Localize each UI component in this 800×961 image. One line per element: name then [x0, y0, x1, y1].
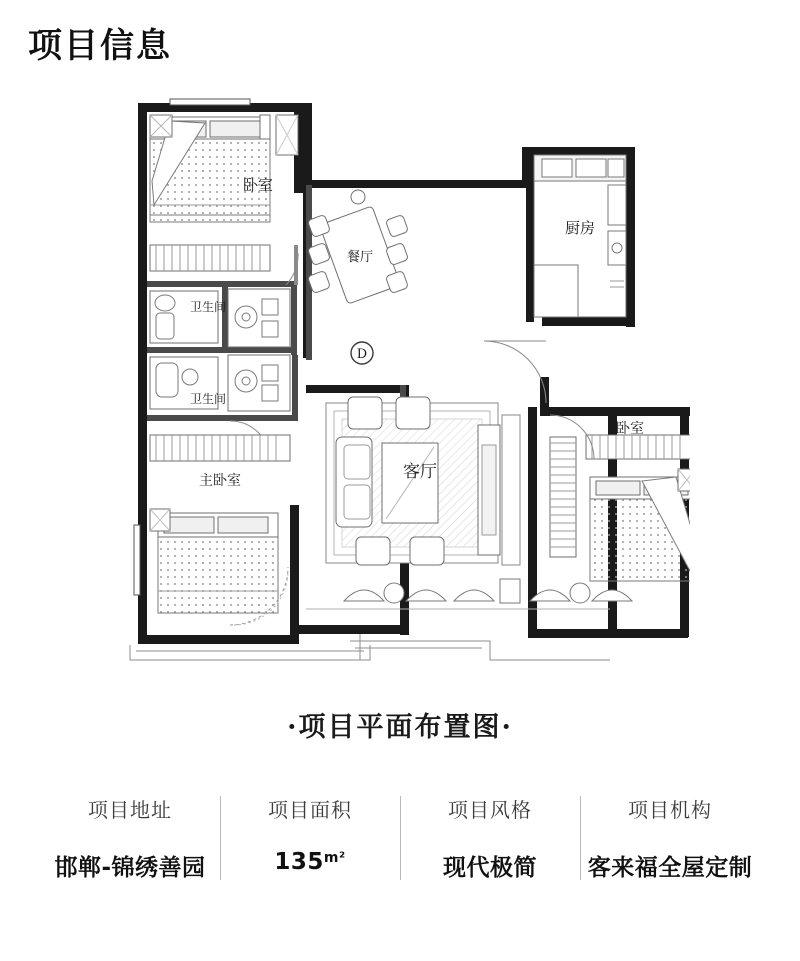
info-cell-area [220, 790, 400, 886]
room-label-dining: 餐厅 [346, 250, 374, 265]
info-value-address-text: 邯郸-锦绣善园 [54, 855, 206, 881]
plan-caption: ·项目平面布置图· [287, 712, 513, 743]
info-label-address: 项目地址 [88, 798, 172, 822]
info-value-style-text: 现代极简 [443, 855, 537, 881]
project-info-table [40, 790, 760, 886]
info-value-address [42, 849, 218, 882]
info-value-agency [582, 849, 758, 882]
room-label-bathroom-2: 卫生间 [189, 392, 227, 406]
page-title: 项目信息 [28, 26, 172, 66]
room-label-bedroom-top: 卧室 [242, 176, 274, 194]
floor-plan [110, 85, 690, 665]
info-value-area-unit: m² [323, 850, 346, 866]
info-value-style [402, 849, 578, 882]
room-label-master-bedroom: 主卧室 [199, 473, 241, 489]
info-cell-agency [580, 790, 760, 886]
info-value-area-text: 135 [274, 849, 324, 875]
north-marker-label: D [356, 347, 368, 362]
room-label-kitchen: 厨房 [564, 219, 596, 237]
info-cell-style [400, 790, 580, 886]
furniture-layer [134, 99, 690, 625]
room-label-bedroom-right: 卧室 [616, 421, 644, 437]
info-label-agency: 项目机构 [628, 798, 712, 822]
info-value-area [222, 849, 398, 875]
room-label-bathroom-1: 卫生间 [189, 300, 227, 314]
info-label-style: 项目风格 [448, 798, 532, 822]
info-label-area: 项目面积 [268, 798, 352, 822]
info-value-agency-text: 客来福全屋定制 [587, 855, 753, 881]
north-marker-icon [351, 342, 373, 364]
entry-door-arc [484, 341, 546, 403]
room-label-living-room: 客厅 [403, 462, 437, 482]
plan-geometry [130, 99, 690, 660]
info-cell-address [40, 790, 220, 886]
